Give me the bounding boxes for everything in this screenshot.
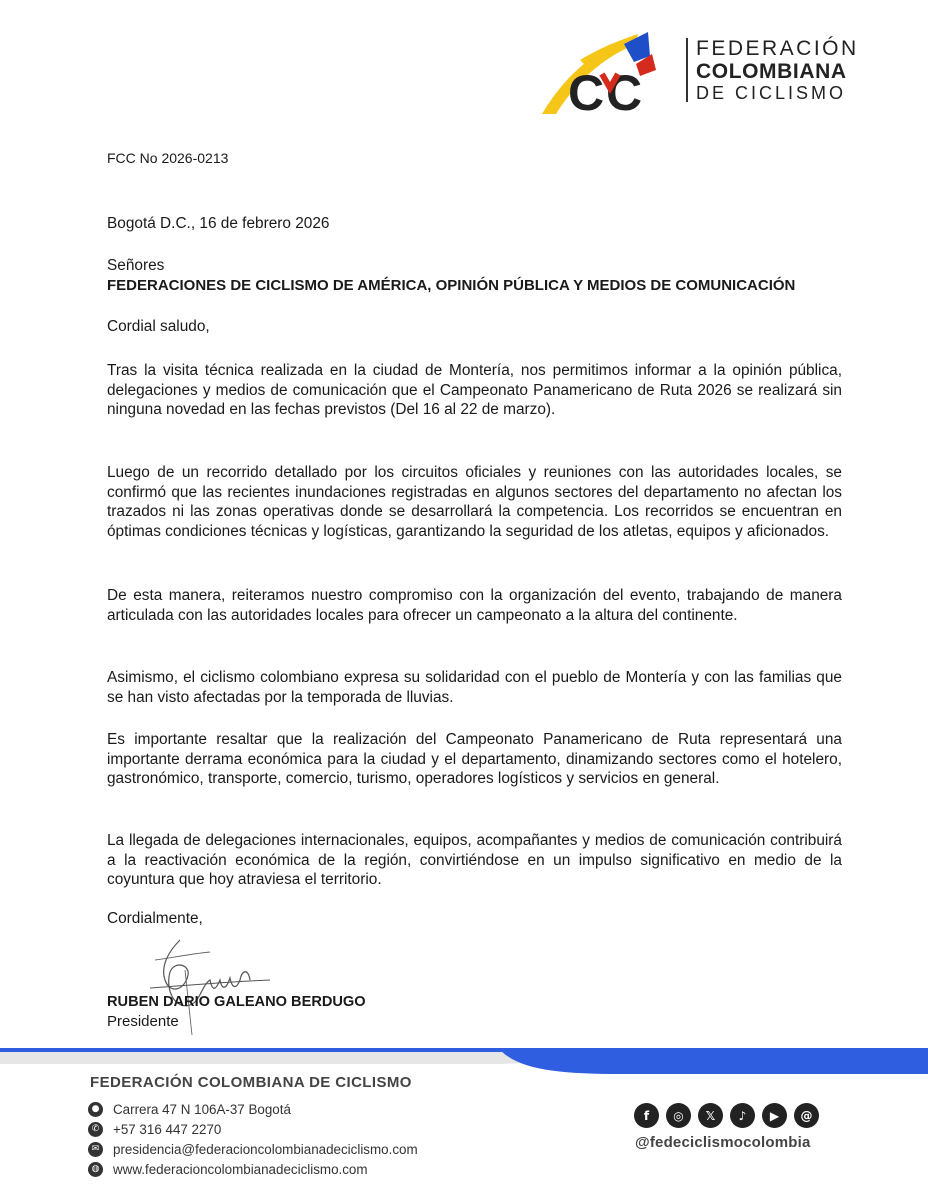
signer-name: RUBEN DARIO GALEANO BERDUGO — [107, 994, 366, 1010]
paragraph-3: De esta manera, reiteramos nuestro compromiso con la organización del evento, trabajando de manera articulada con las autoridades locales para ofrecer un campeonato a la altura del continente. — [107, 587, 842, 624]
location-icon: ● — [88, 1102, 103, 1117]
svg-text:C: C — [568, 65, 605, 120]
closing: Cordialmente, — [107, 910, 203, 927]
instagram-icon[interactable]: ◎ — [666, 1103, 691, 1128]
paragraph-4: Asimismo, el ciclismo colombiano expresa su solidaridad con el pueblo de Montería y con las familias que se han visto afectadas por la temporada de lluvias. — [107, 669, 842, 706]
reference-number: FCC No 2026-0213 — [107, 150, 229, 166]
paragraph-2: Luego de un recorrido detallado por los circuitos oficiales y reuniones con las autoridades locales, se confirmó que las recientes inundaciones registradas en algunos sectores del departamento no afectan los trazados ni las zonas operativas donde se desarrollará la competencia. Los recorridos se encuentran en óptimas condiciones técnicas y logísticas, garantizando la seguridad de los atletas, equipos y aficionados. — [107, 464, 842, 540]
facebook-icon[interactable]: f — [634, 1103, 659, 1128]
logo-line-1: FEDERACIÓN — [696, 37, 859, 60]
x-icon[interactable]: 𝕏 — [698, 1103, 723, 1128]
contact-website[interactable] — [88, 1159, 418, 1179]
globe-icon: ◍ — [88, 1162, 103, 1177]
email-icon: ✉ — [88, 1142, 103, 1157]
email-link[interactable]: presidencia@federacioncolombianadeciclismo.com — [113, 1141, 418, 1157]
website-link[interactable]: www.federacioncolombianadeciclismo.com — [113, 1161, 368, 1177]
contact-address — [88, 1099, 418, 1119]
tiktok-icon[interactable]: ♪ — [730, 1103, 755, 1128]
contact-list — [88, 1099, 418, 1179]
greeting: Cordial saludo, — [107, 318, 210, 335]
logo-wordmark — [686, 38, 859, 102]
logo-line-3: DE CICLISMO — [696, 83, 847, 103]
contact-email[interactable] — [88, 1139, 418, 1159]
recipients: FEDERACIONES DE CICLISMO DE AMÉRICA, OPINIÓN PÚBLICA Y MEDIOS DE COMUNICACIÓN — [107, 277, 796, 294]
footer-org-name: FEDERACIÓN COLOMBIANA DE CICLISMO — [90, 1074, 412, 1091]
contact-phone — [88, 1119, 418, 1139]
cyc-logo-mark-icon — [540, 30, 680, 120]
addressee-block — [107, 256, 795, 296]
signer-block — [107, 992, 366, 1032]
whatsapp-icon: ✆ — [88, 1122, 103, 1137]
paragraph-6: La llegada de delegaciones internacionales, equipos, acompañantes y medios de comunicación contribuirá a la reactivación económica de la región, convirtiéndose en un impulso significativo en medio de la coyuntura que hoy atraviesa el territorio. — [107, 832, 842, 888]
signer-title: Presidente — [107, 1013, 179, 1030]
address-text: Carrera 47 N 106A-37 Bogotá — [113, 1101, 291, 1117]
threads-icon[interactable]: @ — [794, 1103, 819, 1128]
social-icons — [634, 1103, 819, 1128]
salutation-prefix: Señores — [107, 257, 165, 274]
logo-line-2: COLOMBIANA — [696, 60, 847, 83]
social-handle: @fedeciclismocolombia — [635, 1134, 811, 1151]
svg-text:C: C — [606, 65, 643, 120]
phone-text: +57 316 447 2270 — [113, 1121, 222, 1137]
federation-logo — [540, 30, 860, 120]
youtube-icon[interactable]: ▶ — [762, 1103, 787, 1128]
letter-date: Bogotá D.C., 16 de febrero 2026 — [107, 215, 330, 232]
paragraph-5: Es importante resaltar que la realización del Campeonato Panamericano de Ruta representará una importante derrama económica para la ciudad y el departamento, dinamizando sectores como el hotelero, gastronómico, transporte, comercio, turismo, operadores logísticos y servicios en general. — [107, 731, 842, 787]
paragraph-1: Tras la visita técnica realizada en la ciudad de Montería, nos permitimos informar a la opinión pública, delegaciones y medios de comunicación que el Campeonato Panamericano de Ruta 2026 se realizará sin ninguna novedad en las fechas previstos (Del 16 al 22 de marzo). — [107, 362, 842, 418]
